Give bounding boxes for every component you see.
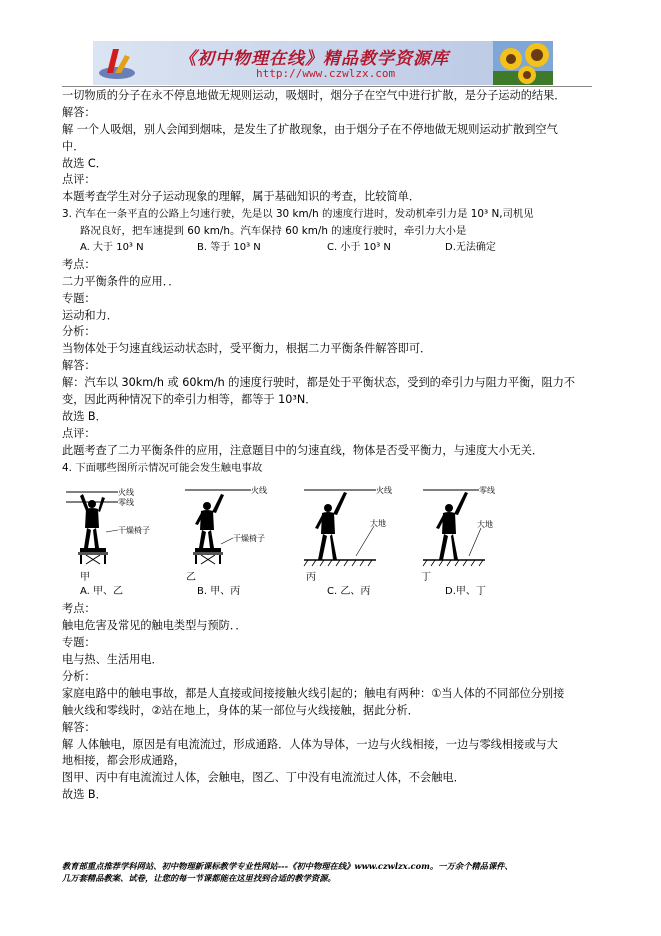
q3-option-d: D.无法确定: [445, 242, 496, 254]
text-line: 解 人体触电，原因是有电流流过，形成通路．人体为导体，一边与火线相接，一边与零线相接或与大: [62, 737, 558, 751]
text-line: 故选 C．: [62, 156, 107, 170]
text-line: 运动和力．: [62, 308, 118, 322]
label-live: 火线: [251, 486, 267, 496]
sunflower-icon: [493, 41, 553, 85]
text-line: 解答：: [62, 105, 96, 119]
label-neutral: 零线: [118, 498, 134, 508]
text-line: 解答：: [62, 359, 96, 373]
q4-option-d: D.甲、丁: [445, 586, 486, 598]
label-ground: 大地: [477, 520, 493, 530]
question-3-cont: 路况良好，把车速提到 60 km/h。汽车保持 60 km/h 的速度行驶时，牵引力大小是: [80, 225, 467, 238]
text-line: 变，因此两种情况下的牵引力相等，都等于 10³N．: [62, 393, 317, 407]
text-line: 中．: [62, 139, 85, 153]
text-line: 触电危害及常见的触电类型与预防．．: [62, 619, 247, 633]
q3-option-c: C. 小于 10³ N: [327, 242, 391, 254]
figure-bing-drawing: [300, 482, 415, 568]
text-line: 此题考查了二力平衡条件的应用，注意题目中的匀速直线，物体是否受平衡力，与速度大小无关．: [62, 443, 544, 457]
text-line: 一切物质的分子在永不停息地做无规则运动，吸烟时，烟分子在空气中进行扩散，是分子运动的结果．: [62, 89, 566, 102]
caption-yi: 乙: [186, 572, 196, 584]
q4-option-c: C. 乙、丙: [327, 586, 371, 598]
site-url[interactable]: http://www.czwlzx.com: [256, 67, 396, 80]
caption-bing: 丙: [306, 572, 316, 584]
figure-yi-drawing: [181, 482, 296, 568]
caption-ding: 丁: [421, 572, 431, 584]
page-footer: [62, 860, 602, 884]
text-line: 点评：: [62, 173, 96, 187]
q3-option-b: B. 等于 10³ N: [197, 242, 261, 254]
text-line: 分析：: [62, 325, 96, 339]
q4-figures: [62, 482, 592, 568]
text-line: 触火线和零线时，②站在地上，身体的某一部位与火线接触，据此分析．: [62, 703, 419, 717]
label-neutral: 零线: [479, 486, 495, 496]
label-dry-stool: 干燥椅子: [118, 526, 150, 536]
figure-bing: [300, 482, 415, 568]
site-logo-icon: [97, 43, 137, 83]
text-line: 电与热、生活用电．: [62, 653, 163, 667]
figure-ding: [419, 482, 534, 568]
label-live: 火线: [376, 486, 392, 496]
figure-yi: [181, 482, 296, 568]
text-line: 解：汽车以 30km/h 或 60km/h 的速度行驶时，都是处于平衡状态，受到的牵引力与阻力平衡，阻力不: [62, 376, 576, 390]
text-line: 故选 B．: [62, 409, 107, 423]
q4-options: [62, 584, 592, 601]
text-line: 考点：: [62, 602, 96, 616]
text-line: 图甲、丙中有电流流过人体，会触电，图乙、丁中没有电流流过人体，不会触电．: [62, 771, 465, 785]
text-line: 当物体处于匀速直线运动状态时，受平衡力，根据二力平衡条件解答即可．: [62, 342, 432, 356]
figure-captions: [62, 568, 592, 584]
text-line: 专题：: [62, 636, 96, 650]
text-line: 本题考查学生对分子运动现象的理解，属于基础知识的考查，比较简单．: [62, 190, 421, 204]
text-line: 分析：: [62, 669, 96, 683]
text-line: 故选 B．: [62, 788, 107, 802]
text-line: 点评：: [62, 426, 96, 440]
text-line: 二力平衡条件的应用．．: [62, 274, 180, 288]
text-line: 考点：: [62, 257, 96, 271]
text-line: 解答：: [62, 720, 96, 734]
text-line: 地相接，都会形成通路，: [62, 754, 186, 768]
text-line: 解 一个人吸烟，别人会闻到烟味，是发生了扩散现象，由于烟分子在不停地做无规则运动扩散到空气: [62, 122, 558, 136]
figure-jia: [62, 482, 177, 568]
document-body: [62, 88, 592, 804]
label-ground: 大地: [370, 519, 386, 529]
question-4: 4. 下面哪些图所示情况可能会发生触电事故: [62, 461, 263, 474]
caption-jia: 甲: [80, 572, 90, 584]
question-3: 3. 汽车在一条平直的公路上匀速行驶，先是以 30 km/h 的速度行进时，发动机牵引力是 10³ N,司机见: [62, 208, 534, 221]
label-live: 火线: [118, 488, 134, 498]
text-line: 家庭电路中的触电事故，都是人直接或间接接触火线引起的；触电有两种：①当人体的不同部位分别接: [62, 686, 565, 700]
header-rule: [62, 86, 592, 87]
header-banner: [93, 41, 553, 85]
q3-options: [62, 240, 592, 257]
q4-option-b: B. 甲、丙: [197, 586, 241, 598]
q3-option-a: A. 大于 10³ N: [80, 242, 144, 254]
label-dry-stool: 干燥椅子: [233, 534, 265, 544]
text-line: 专题：: [62, 291, 96, 305]
footer-line-1: 教育部重点推荐学科网站、初中物理新课标教学专业性网站---《初中物理在线》www.czwlzx.com。一万余个精品课件、: [62, 861, 513, 871]
site-title: 《初中物理在线》精品教学资源库: [179, 49, 449, 69]
q4-option-a: A. 甲、乙: [80, 586, 124, 598]
footer-line-2: 几万套精品教案、试卷，让您的每一节课都能在这里找到合适的教学资源。: [62, 873, 336, 883]
